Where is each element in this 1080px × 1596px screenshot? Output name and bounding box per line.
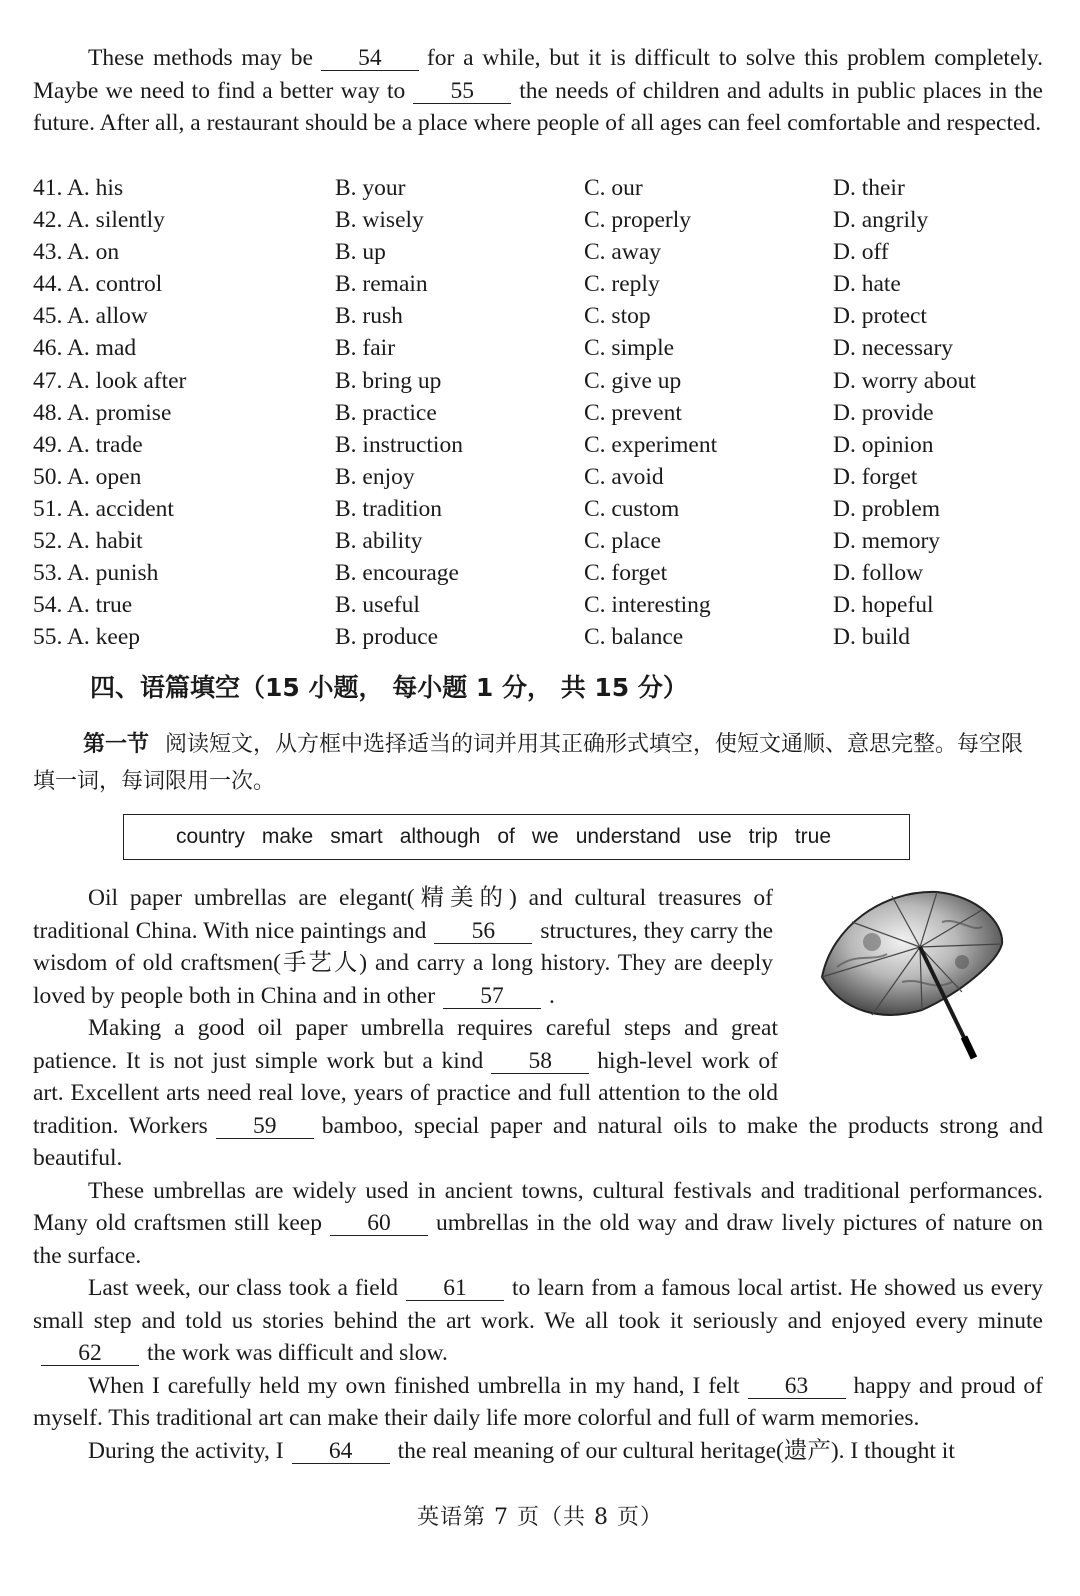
option-c[interactable]: C. forget bbox=[584, 560, 668, 587]
option-d[interactable]: D. their bbox=[833, 175, 905, 201]
option-row bbox=[33, 172, 1043, 204]
option-a[interactable]: 46. A. mad bbox=[33, 335, 137, 362]
option-d[interactable]: D. necessary bbox=[833, 335, 954, 362]
option-c[interactable]: C. give up bbox=[584, 367, 682, 394]
passage-paragraph-3 bbox=[33, 1175, 1043, 1273]
option-c[interactable]: C. our bbox=[584, 175, 643, 201]
blank-64[interactable]: 64 bbox=[292, 1439, 390, 1464]
word-box-item: of bbox=[497, 825, 515, 848]
option-a[interactable]: 49. A. trade bbox=[33, 431, 143, 458]
image-float-space bbox=[778, 1012, 1043, 1107]
word-box-item: we bbox=[531, 825, 559, 848]
instruction-label: 第一节 bbox=[83, 732, 150, 757]
option-b[interactable]: B. remain bbox=[335, 271, 428, 298]
option-row bbox=[33, 236, 1043, 268]
section-title: 四、语篇填空（15 小题， 每小题 1 分， 共 15 分） bbox=[90, 673, 688, 702]
option-b[interactable]: B. your bbox=[335, 175, 406, 201]
option-a[interactable]: 50. A. open bbox=[33, 463, 142, 490]
option-d[interactable]: D. memory bbox=[833, 528, 941, 555]
answer-options bbox=[33, 172, 1043, 653]
option-row bbox=[33, 300, 1043, 332]
option-d[interactable]: D. problem bbox=[833, 495, 941, 522]
option-c[interactable]: C. custom bbox=[584, 495, 680, 522]
passage-text: bamboo, special paper and natural oils to make the products strong and beautiful. bbox=[33, 1112, 1043, 1171]
option-row bbox=[33, 332, 1043, 364]
intro-paragraph bbox=[33, 42, 1043, 140]
passage bbox=[33, 882, 1043, 1467]
passage-text: These umbrellas are widely used in ancient towns, cultural festivals and traditional performances. Many old craftsmen still keep bbox=[33, 1177, 1043, 1236]
option-a[interactable]: 45. A. allow bbox=[33, 303, 148, 330]
page-footer: 英语第 7 页（共 8 页） bbox=[417, 1505, 663, 1530]
option-b[interactable]: B. useful bbox=[335, 592, 420, 619]
word-box-item: although bbox=[399, 825, 481, 848]
word-box-item: understand bbox=[575, 825, 681, 848]
option-c[interactable]: C. simple bbox=[584, 335, 675, 362]
blank-61[interactable]: 61 bbox=[406, 1276, 504, 1301]
option-a[interactable]: 48. A. promise bbox=[33, 399, 172, 426]
passage-text: During the activity, I bbox=[88, 1437, 284, 1464]
option-c[interactable]: C. prevent bbox=[584, 399, 682, 426]
blank-60[interactable]: 60 bbox=[330, 1211, 428, 1236]
option-d[interactable]: D. build bbox=[833, 624, 911, 651]
option-row bbox=[33, 365, 1043, 397]
passage-paragraph-6 bbox=[33, 1435, 1043, 1468]
option-b[interactable]: B. up bbox=[335, 239, 386, 266]
option-row bbox=[33, 397, 1043, 429]
option-b[interactable]: B. wisely bbox=[335, 207, 424, 234]
option-d[interactable]: D. worry about bbox=[833, 367, 976, 394]
blank-56[interactable]: 56 bbox=[434, 919, 532, 944]
option-b[interactable]: B. ability bbox=[335, 528, 423, 555]
blank-59[interactable]: 59 bbox=[216, 1114, 314, 1139]
option-c[interactable]: C. away bbox=[584, 239, 662, 266]
intro-text-1: These methods may be bbox=[88, 45, 313, 71]
passage-paragraph-2 bbox=[33, 1012, 1043, 1175]
option-a[interactable]: 55. A. keep bbox=[33, 624, 141, 651]
option-d[interactable]: D. follow bbox=[833, 560, 924, 587]
option-c[interactable]: C. balance bbox=[584, 624, 684, 651]
option-a[interactable]: 47. A. look after bbox=[33, 367, 187, 394]
passage-text: umbrellas in the old way and draw lively pictures of nature on the surface. bbox=[33, 1210, 1044, 1269]
option-a[interactable]: 52. A. habit bbox=[33, 528, 143, 555]
option-row bbox=[33, 461, 1043, 493]
option-b[interactable]: B. encourage bbox=[335, 560, 459, 587]
word-box-item: country bbox=[176, 825, 245, 848]
passage-text: structures, they carry the wisdom of old craftsmen(手艺人) and carry a long history. They are deeply loved by people both in China and in other bbox=[33, 917, 773, 1009]
option-d[interactable]: D. hopeful bbox=[833, 592, 934, 619]
option-d[interactable]: D. angrily bbox=[833, 207, 929, 234]
option-c[interactable]: C. place bbox=[584, 528, 661, 555]
option-b[interactable]: B. fair bbox=[335, 335, 396, 362]
passage-text: . bbox=[549, 982, 555, 1009]
blank-55[interactable]: 55 bbox=[413, 79, 511, 104]
option-row bbox=[33, 268, 1043, 300]
option-row bbox=[33, 557, 1043, 589]
option-row bbox=[33, 589, 1043, 621]
option-b[interactable]: B. rush bbox=[335, 303, 403, 330]
option-b[interactable]: B. practice bbox=[335, 399, 437, 426]
instruction bbox=[33, 726, 1043, 800]
blank-63[interactable]: 63 bbox=[748, 1374, 846, 1399]
option-row bbox=[33, 525, 1043, 557]
passage-text: When I carefully held my own finished umbrella in my hand, I felt bbox=[88, 1372, 740, 1399]
passage-text: high-level work of art. Excellent arts need real love, years of practice and full attention to the old tradition. Workers bbox=[33, 1047, 778, 1139]
option-a[interactable]: 44. A. control bbox=[33, 271, 163, 298]
word-box-item: true bbox=[794, 825, 832, 848]
word-box-item: use bbox=[697, 825, 732, 848]
passage-text: Last week, our class took a field bbox=[88, 1275, 398, 1301]
blank-62[interactable]: 62 bbox=[41, 1341, 139, 1366]
option-b[interactable]: B. produce bbox=[335, 624, 439, 651]
option-c[interactable]: C. interesting bbox=[584, 592, 711, 619]
option-row bbox=[33, 204, 1043, 236]
option-c[interactable]: C. properly bbox=[584, 207, 692, 234]
blank-58[interactable]: 58 bbox=[491, 1049, 589, 1074]
option-c[interactable]: C. reply bbox=[584, 271, 660, 298]
option-a[interactable]: 54. A. true bbox=[33, 592, 133, 619]
passage-paragraph-1 bbox=[33, 882, 773, 1012]
option-b[interactable]: B. bring up bbox=[335, 367, 442, 394]
blank-57[interactable]: 57 bbox=[443, 984, 541, 1009]
option-row bbox=[33, 621, 1043, 653]
option-d[interactable]: D. forget bbox=[833, 463, 918, 490]
option-b[interactable]: B. instruction bbox=[335, 431, 463, 458]
option-a[interactable]: 43. A. on bbox=[33, 239, 120, 266]
intro-text-2: for a while, but it is difficult to solve this problem completely. Maybe we need to find a better way to bbox=[33, 45, 1043, 104]
passage-text: to learn from a famous local artist. He showed us every small step and told us stories behind the art work. We all took it seriously and enjoyed every minute bbox=[33, 1275, 1043, 1334]
option-a[interactable]: 42. A. silently bbox=[33, 207, 165, 234]
option-row bbox=[33, 429, 1043, 461]
passage-text: Oil paper umbrellas are elegant(精美的) and cultural treasures of traditional China. With nice paintings and bbox=[33, 885, 773, 944]
option-d[interactable]: D. opinion bbox=[833, 431, 934, 458]
word-box bbox=[123, 814, 910, 860]
option-a[interactable]: 41. A. his bbox=[33, 175, 124, 201]
option-d[interactable]: D. protect bbox=[833, 303, 927, 330]
passage-text: Making a good oil paper umbrella requires careful steps and great patience. It is not just simple work but a kind bbox=[33, 1015, 778, 1074]
option-d[interactable]: D. hate bbox=[833, 271, 901, 298]
option-d[interactable]: D. off bbox=[833, 239, 889, 266]
option-row bbox=[33, 493, 1043, 525]
option-a[interactable]: 51. A. accident bbox=[33, 495, 174, 522]
option-d[interactable]: D. provide bbox=[833, 399, 934, 426]
passage-text: the real meaning of our cultural heritage(遗产). I thought it bbox=[397, 1437, 955, 1464]
word-box-item: trip bbox=[748, 825, 778, 848]
word-box-item: make bbox=[261, 825, 314, 848]
instruction-text: 阅读短文，从方框中选择适当的词并用其正确形式填空，使短文通顺、意思完整。每空限填一词，每词限用一次。 bbox=[33, 732, 1024, 794]
option-a[interactable]: 53. A. punish bbox=[33, 560, 159, 587]
option-c[interactable]: C. stop bbox=[584, 303, 651, 330]
passage-text: the work was difficult and slow. bbox=[147, 1340, 448, 1366]
passage-paragraph-5 bbox=[33, 1370, 1043, 1435]
passage-paragraph-4 bbox=[33, 1272, 1043, 1370]
option-b[interactable]: B. enjoy bbox=[335, 463, 415, 490]
intro-text-3: the needs of children and adults in public places in the future. After all, a restaurant should be a place where people of all ages can feel comfortable and respected. bbox=[33, 77, 1043, 136]
blank-54[interactable]: 54 bbox=[321, 46, 419, 71]
option-c[interactable]: C. avoid bbox=[584, 463, 664, 490]
passage-text: happy and proud of myself. This traditional art can make their daily life more colorful and full of warm memories. bbox=[33, 1372, 1043, 1431]
option-c[interactable]: C. experiment bbox=[584, 431, 718, 458]
option-b[interactable]: B. tradition bbox=[335, 495, 443, 522]
word-box-item: smart bbox=[330, 825, 383, 848]
